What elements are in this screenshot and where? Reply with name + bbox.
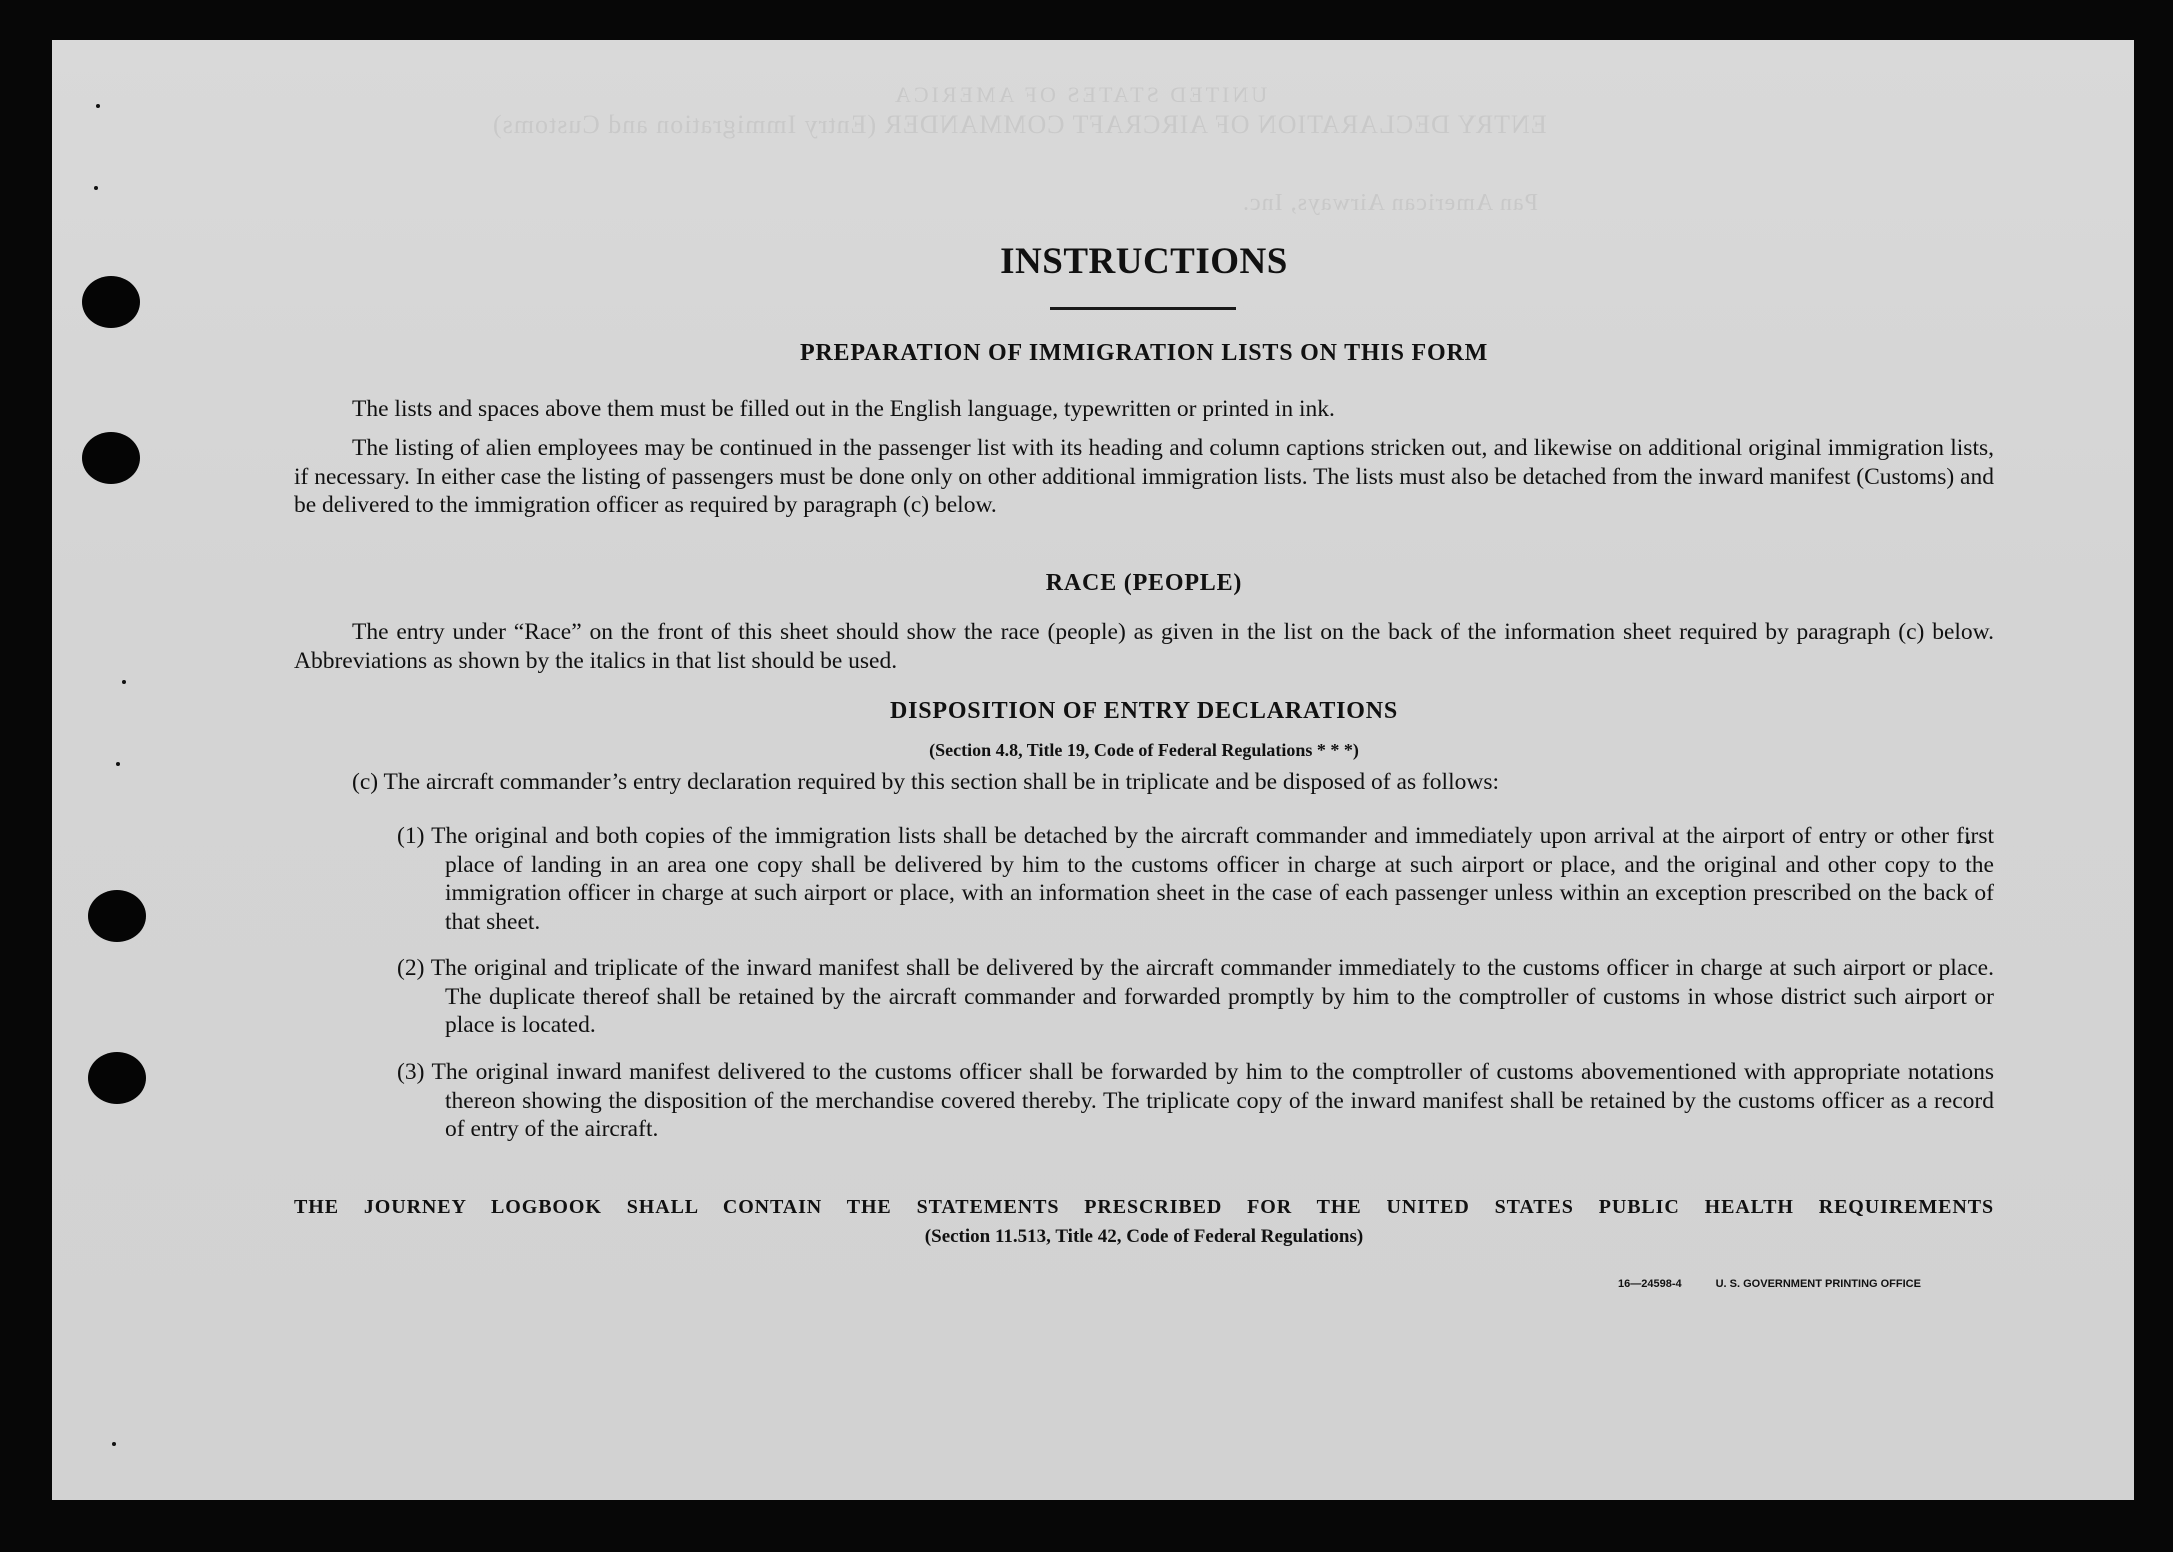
disposition-item-2: (2) The original and triplicate of the inward manifest shall be delivered by the aircraft commander immediately to the customs officer in charge at such airport or place. The duplicate thereof shall be retained by the aircraft commander and forwarded promptly by him to the comptroller of customs in whose district such airport or place is located. — [397, 955, 1994, 1038]
preparation-text-1: The lists and spaces above them must be filled out in the English language, typewritten or printed in ink. — [352, 396, 1335, 422]
disposition-item-1: (1) The original and both copies of the immigration lists shall be detached by the aircraft commander and immediately upon arrival at the airport of entry or other first place of landing in an area one copy shall be delivered by him to the customs officer in charge at such airport or place, and the original and other copy to the immigration officer in charge at such airport or place, with an information sheet in the case of each passenger unless within an exception prescribed on the back of that sheet. — [397, 823, 1994, 935]
dust-speck — [116, 762, 120, 766]
dust-speck — [112, 1442, 116, 1446]
printer-imprint — [1618, 1278, 1955, 1290]
printer-name: U. S. GOVERNMENT PRINTING OFFICE — [1715, 1278, 1921, 1290]
public-health-citation: (Section 11.513, Title 42, Code of Federal Regulations) — [924, 1226, 1364, 1247]
disposition-citation: (Section 4.8, Title 19, Code of Federal Regulations * * *) — [929, 740, 1359, 760]
dust-speck — [94, 186, 98, 190]
punch-hole — [82, 276, 140, 328]
punch-hole — [82, 432, 140, 484]
document-page — [52, 40, 2134, 1500]
disposition-heading: DISPOSITION OF ENTRY DECLARATIONS — [889, 698, 1399, 724]
preparation-paragraph-1 — [294, 395, 1994, 424]
punch-hole — [88, 890, 146, 942]
dust-speck — [122, 680, 126, 684]
race-heading: RACE (PEOPLE) — [1045, 570, 1243, 596]
preparation-heading: PREPARATION OF IMMIGRATION LISTS ON THIS FORM — [799, 340, 1489, 366]
public-health-statement: THE JOURNEY LOGBOOK SHALL CONTAIN THE STATEMENTS PRESCRIBED FOR THE UNITED STATES PUBLIC HEALTH REQUIREMENTS — [294, 1196, 1994, 1218]
bleed-through-line: Pan American Airways, Inc. — [1242, 190, 1538, 216]
title-underline — [1050, 307, 1236, 310]
race-paragraph: The entry under “Race” on the front of this sheet should show the race (people) as given in the list on the back of the information sheet required by paragraph (c) below. Abbreviations as shown by the italics in that list should be used. — [294, 619, 1994, 674]
bleed-through-line: UNITED STATES OF AMERICA — [892, 82, 1268, 107]
page-title: INSTRUCTIONS — [1000, 241, 1288, 282]
form-number: 16—24598-4 — [1618, 1278, 1682, 1290]
disposition-intro: (c) The aircraft commander’s entry declaration required by this section shall be in triplicate and be disposed of as follows: — [352, 769, 1499, 795]
dust-speck — [96, 104, 100, 108]
disposition-item-3: (3) The original inward manifest delivered to the customs officer shall be forwarded by him to the comptroller of customs abovementioned with appropriate notations thereon showing the disposition of the merchandise covered thereby. The triplicate copy of the inward manifest shall be retained by the customs officer as a record of entry of the aircraft. — [397, 1059, 1994, 1142]
bleed-through-line: ENTRY DECLARATION OF AIRCRAFT COMMANDER (Entry Immigration and Customs) — [492, 110, 1547, 139]
punch-hole — [88, 1052, 146, 1104]
preparation-paragraph-2: The listing of alien employees may be continued in the passenger list with its heading and column captions stricken out, and likewise on additional original immigration lists, if necessary. In either case the listing of passengers must be done only on other additional immigration lists. The lists must also be detached from the inward manifest (Customs) and be delivered to the immigration officer as required by paragraph (c) below. — [294, 435, 1994, 518]
